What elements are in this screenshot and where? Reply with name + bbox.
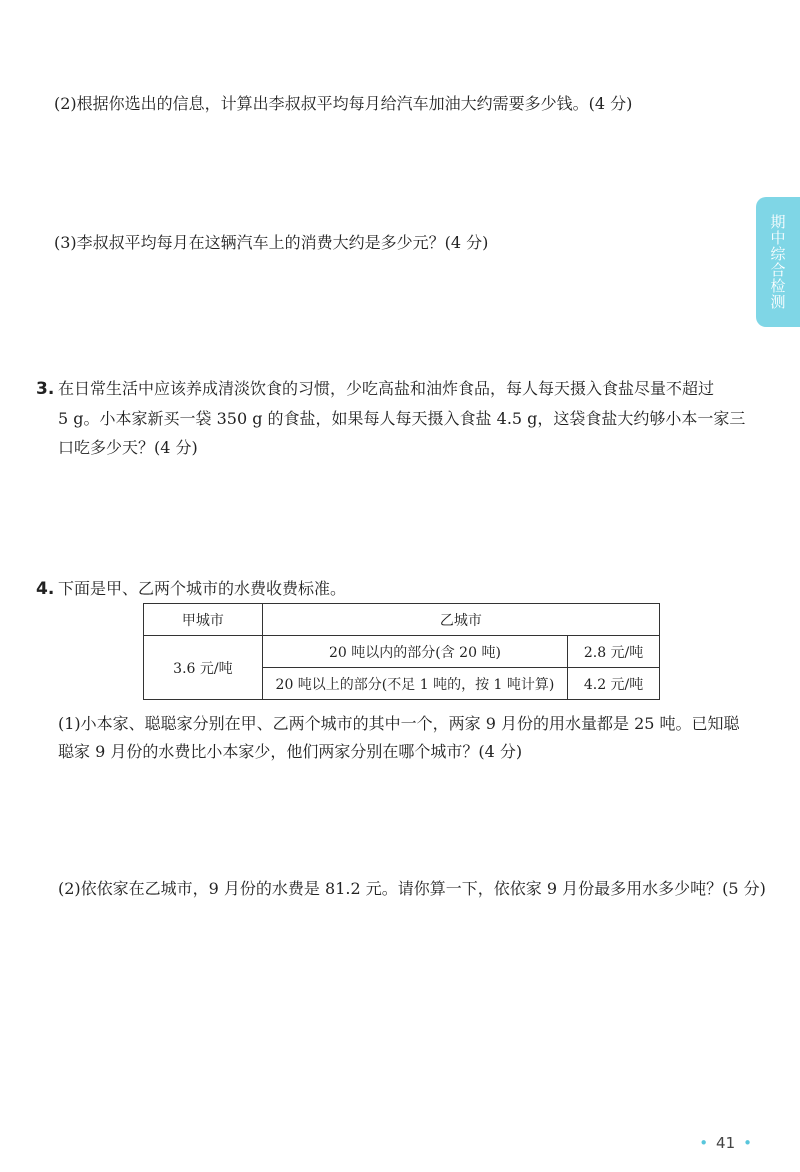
question-3-line-3: 口吃多少天？(4 分)	[58, 438, 198, 457]
question-2-part-2: (2)根据你选出的信息，计算出李叔叔平均每月给汽车加油大约需要多少钱。(4 分)	[54, 94, 633, 113]
header-city-a: 甲城市	[144, 604, 263, 636]
city-b-tier-1-desc: 20 吨以内的部分(含 20 吨)	[262, 636, 567, 668]
section-tab	[756, 197, 800, 327]
city-b-tier-1-price: 2.8 元/吨	[568, 636, 660, 668]
question-3-line-1: 在日常生活中应该养成清淡饮食的习惯，少吃高盐和油炸食品，每人每天摄入食盐尽量不超过	[58, 379, 715, 398]
question-4-number: 4.	[36, 579, 55, 599]
page-dot-left: •	[699, 1134, 709, 1152]
question-4-intro: 下面是甲、乙两个城市的水费收费标准。	[58, 579, 347, 598]
section-tab-label: 期中综合检测	[768, 214, 787, 310]
page-dot-right: •	[743, 1134, 752, 1152]
question-2-part-3: (3)李叔叔平均每月在这辆汽车上的消费大约是多少元？(4 分)	[54, 233, 489, 252]
question-4-part-1-line-2: 聪家 9 月份的水费比小本家少，他们两家分别在哪个城市？(4 分)	[58, 742, 523, 761]
page-number	[691, 1134, 760, 1152]
page-number-value: 41	[716, 1134, 736, 1152]
city-b-tier-2-desc: 20 吨以上的部分(不足 1 吨的，按 1 吨计算)	[262, 668, 567, 700]
city-a-price: 3.6 元/吨	[144, 636, 263, 700]
question-4-part-2: (2)依依家在乙城市，9 月份的水费是 81.2 元。请你算一下，依依家 9 月份最多用水多少吨？(5 分)	[58, 879, 766, 898]
question-4-part-1-line-1: (1)小本家、聪聪家分别在甲、乙两个城市的其中一个，两家 9 月份的用水量都是 25 吨。已知聪	[58, 714, 740, 733]
water-fee-table	[143, 603, 660, 700]
question-3-line-2: 5 g。小本家新买一袋 350 g 的食盐，如果每人每天摄入食盐 4.5 g，这袋食盐大约够小本一家三	[58, 409, 746, 428]
header-city-b: 乙城市	[262, 604, 659, 636]
city-b-tier-2-price: 4.2 元/吨	[568, 668, 660, 700]
question-3-number: 3.	[36, 379, 55, 399]
